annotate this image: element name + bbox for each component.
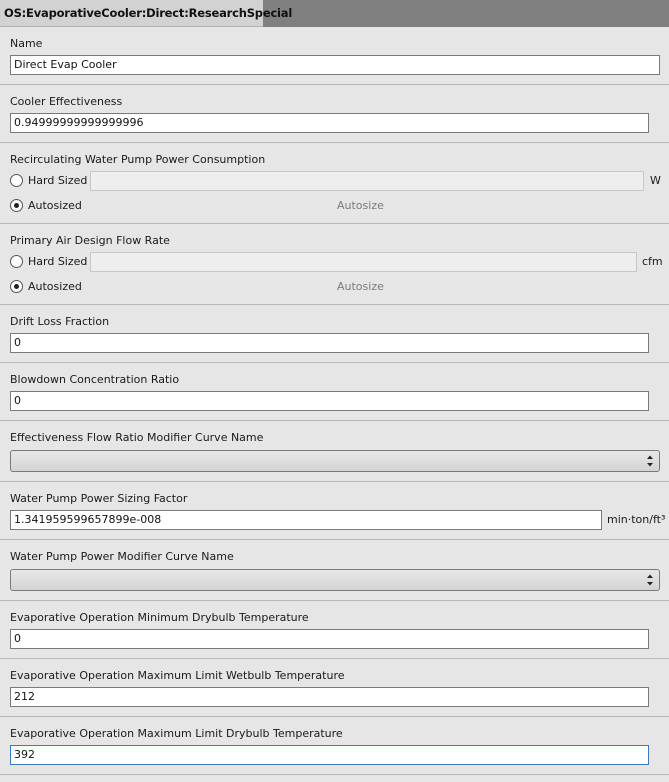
recirc-pump-power-label: Recirculating Water Pump Power Consumption [10,153,266,166]
name-input[interactable]: Direct Evap Cooler [10,55,660,75]
section-primary-air-flow [0,224,669,305]
pump-modifier-curve-select[interactable] [10,569,660,591]
primary-air-flow-input [90,252,637,272]
pump-sizing-factor-input[interactable]: 1.341959599657899e-008 [10,510,602,530]
cooler-effectiveness-input[interactable]: 0.94999999999999996 [10,113,649,133]
primary-air-flow-unit: cfm [642,255,663,268]
drift-loss-label: Drift Loss Fraction [10,315,110,328]
recirc-hard-sized-label: Hard Sized [28,174,88,187]
recirc-autosized-label: Autosized [28,199,82,212]
blowdown-ratio-input[interactable]: 0 [10,391,649,411]
section-recirc-pump-power [0,143,669,224]
section-max-wetbulb [0,659,669,717]
pump-sizing-factor-unit: min·ton/ft³ [607,513,666,526]
blowdown-ratio-label: Blowdown Concentration Ratio [10,373,180,386]
air-autosized-label: Autosized [28,280,82,293]
section-pump-modifier-curve [0,540,669,601]
up-down-arrows-icon [646,573,654,587]
eff-flow-curve-select[interactable] [10,450,660,472]
section-drift-loss [0,305,669,363]
section-max-drybulb [0,717,669,775]
recirc-hard-sized-option[interactable] [10,171,90,191]
cooler-effectiveness-label: Cooler Effectiveness [10,95,123,108]
radio-icon[interactable] [10,174,23,187]
pump-modifier-curve-label: Water Pump Power Modifier Curve Name [10,550,234,563]
air-hard-sized-label: Hard Sized [28,255,88,268]
drift-loss-input[interactable]: 0 [10,333,649,353]
name-label: Name [10,37,43,50]
section-cooler-effectiveness [0,85,669,143]
radio-selected-icon[interactable] [10,199,23,212]
up-down-arrows-icon [646,454,654,468]
min-drybulb-input[interactable]: 0 [10,629,649,649]
section-min-drybulb [0,601,669,659]
min-drybulb-label: Evaporative Operation Minimum Drybulb Temperature [10,611,309,624]
object-title: OS:EvaporativeCooler:Direct:ResearchSpecial [4,6,293,20]
recirc-autosized-option[interactable] [10,196,90,216]
air-autosized-option[interactable] [10,277,90,297]
radio-selected-icon[interactable] [10,280,23,293]
recirc-pump-power-input [90,171,644,191]
section-pump-sizing-factor [0,482,669,540]
header-bar [0,0,669,27]
recirc-autosize-text: Autosize [337,199,384,212]
max-drybulb-input[interactable]: 392 [10,745,649,765]
primary-air-flow-label: Primary Air Design Flow Rate [10,234,170,247]
object-tab[interactable] [0,0,293,27]
air-autosize-text: Autosize [337,280,384,293]
air-hard-sized-option[interactable] [10,252,90,272]
max-drybulb-label: Evaporative Operation Maximum Limit Drybulb Temperature [10,727,343,740]
section-blowdown-ratio [0,363,669,421]
recirc-pump-power-unit: W [650,174,661,187]
max-wetbulb-label: Evaporative Operation Maximum Limit Wetbulb Temperature [10,669,345,682]
section-eff-flow-curve [0,421,669,482]
pump-sizing-factor-label: Water Pump Power Sizing Factor [10,492,188,505]
section-name [0,27,669,85]
eff-flow-curve-label: Effectiveness Flow Ratio Modifier Curve Name [10,431,264,444]
max-wetbulb-input[interactable]: 212 [10,687,649,707]
radio-icon[interactable] [10,255,23,268]
